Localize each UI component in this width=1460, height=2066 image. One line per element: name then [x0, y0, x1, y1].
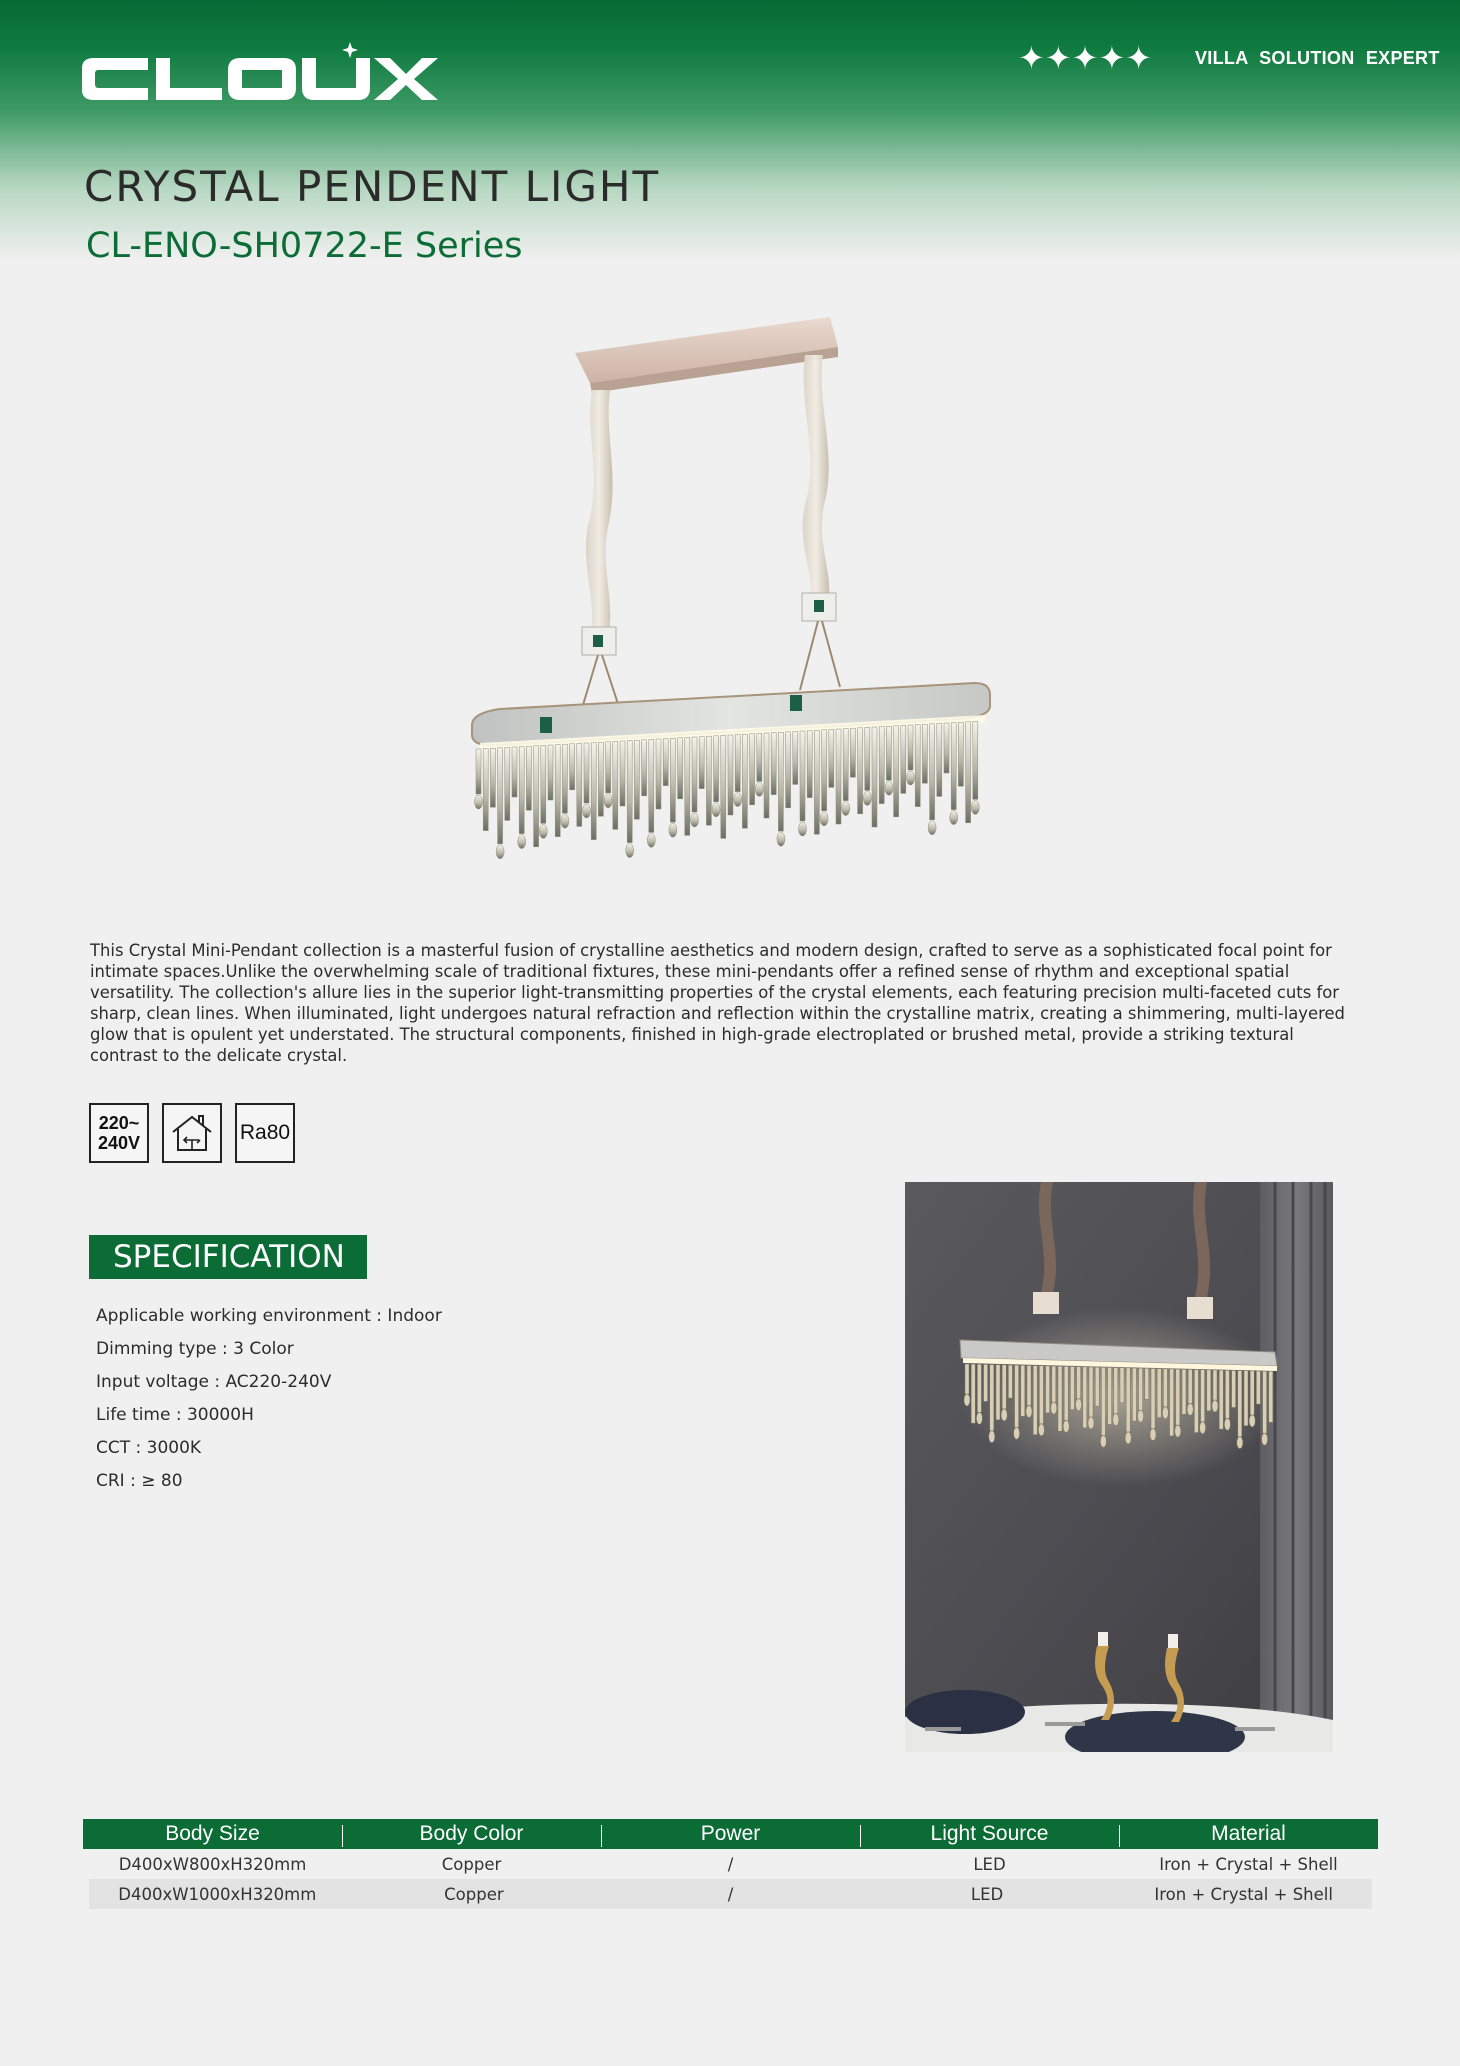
crystal-drop — [800, 731, 805, 821]
table-row — [89, 1879, 1372, 1909]
crystal-drop — [721, 735, 726, 838]
crystal-pendant — [561, 814, 569, 828]
spec-item: Input voltage : AC220-240V — [96, 1372, 332, 1392]
crystal-pendant — [1262, 1433, 1268, 1445]
brand-tagline: VILLA SOLUTION EXPERT — [1195, 48, 1440, 68]
crystal-drop — [1225, 1370, 1229, 1418]
spec-item: CCT : 3000K — [96, 1438, 202, 1458]
crystal-pendant — [1051, 1402, 1057, 1414]
crystal-pendant — [1249, 1415, 1255, 1427]
crystal-pendant — [647, 833, 655, 847]
crystal-drop — [1151, 1369, 1155, 1429]
crystal-pendant — [712, 803, 720, 817]
crystal-drop — [984, 1364, 988, 1401]
crystal-drop — [1083, 1367, 1087, 1428]
crystal-drop — [1244, 1371, 1248, 1426]
crystal-drop — [1027, 1366, 1031, 1406]
crystal-pendant — [976, 1412, 982, 1424]
crystal-drop — [966, 722, 971, 823]
crystal-drop — [990, 1365, 994, 1431]
crystal-pendant — [1014, 1427, 1020, 1439]
crystal-pendant — [1187, 1403, 1193, 1415]
crystal-pendant — [777, 832, 785, 846]
crystal-drop — [526, 746, 531, 810]
crystal-drop — [598, 742, 603, 816]
crystal-drop — [519, 747, 524, 834]
crystal-pendant — [518, 835, 526, 849]
crystal-pendant — [734, 793, 742, 807]
crystal-drop — [555, 745, 560, 837]
crystal-drop — [656, 739, 661, 809]
crystal-drop — [1126, 1368, 1130, 1432]
crystal-pendant — [971, 800, 979, 814]
crystal-pendant — [1175, 1425, 1181, 1437]
crystal-drop — [872, 727, 877, 827]
crystal-drop — [901, 725, 906, 793]
crystal-drop — [591, 743, 596, 840]
crystal-pendant — [842, 802, 850, 816]
voltage-line1: 220~ — [98, 1113, 140, 1133]
crystal-drop — [1207, 1370, 1211, 1411]
crystal-pendant — [1212, 1400, 1218, 1412]
crystal-drop — [1163, 1369, 1167, 1407]
crystal-drop — [714, 736, 719, 802]
product-hero-image — [460, 305, 1010, 885]
crystal-drop — [742, 734, 747, 828]
crystal-drop — [829, 729, 834, 787]
table-cell: Copper — [441, 1854, 502, 1874]
crystal-drop — [951, 723, 956, 810]
crystal-drop — [1250, 1371, 1254, 1415]
spec-item: CRI : ≥ 80 — [96, 1471, 183, 1491]
crystal-drop — [1058, 1366, 1062, 1431]
crystal-drop — [971, 1364, 975, 1423]
crystal-drop — [1232, 1370, 1236, 1407]
crystal-drop — [670, 738, 675, 822]
crystal-drop — [836, 729, 841, 824]
column-header: Body Color — [342, 1822, 601, 1846]
spec-table — [83, 1819, 1378, 1909]
spec-item: Applicable working environment : Indoor — [96, 1306, 442, 1326]
column-header: Light Source — [860, 1822, 1119, 1846]
crystal-drop — [505, 747, 510, 820]
crystal-drop — [1145, 1368, 1149, 1399]
crystal-drop — [915, 725, 920, 807]
crystal-drop — [930, 724, 935, 820]
crystal-pendant — [1150, 1429, 1156, 1441]
indoor-house-icon — [162, 1103, 222, 1163]
crystal-pendant — [1001, 1409, 1007, 1421]
crystal-drop — [1070, 1367, 1074, 1410]
spec-item: Life time : 30000H — [96, 1405, 254, 1425]
crystal-drop — [1114, 1368, 1118, 1414]
crystal-pendant — [928, 821, 936, 835]
crystal-pendant — [1038, 1424, 1044, 1436]
crystal-pendant — [604, 794, 612, 808]
crystal-drop — [977, 1364, 981, 1412]
crystal-drop — [1132, 1368, 1136, 1421]
crystal-pendant — [950, 811, 958, 825]
crystal-pendant — [863, 791, 871, 805]
room-scene-photo — [905, 1182, 1333, 1752]
crystal-drop — [498, 748, 503, 844]
crystal-drop — [1182, 1369, 1186, 1414]
product-series: CL-ENO-SH0722-E Series — [86, 226, 523, 266]
crystal-drop — [1120, 1368, 1124, 1403]
crystal-pendant — [755, 782, 763, 796]
specification-list — [96, 1300, 442, 1498]
crystal-pendant — [669, 823, 677, 837]
crystal-drop — [1188, 1369, 1192, 1403]
crystal-drop — [1064, 1366, 1068, 1420]
crystal-pendant — [1026, 1406, 1032, 1418]
column-header: Material — [1119, 1822, 1378, 1846]
crystal-pendant — [583, 804, 591, 818]
crystal-drop — [620, 741, 625, 806]
crystal-drop — [685, 737, 690, 835]
crystal-drop — [699, 737, 704, 789]
table-cell: / — [727, 1854, 734, 1874]
crystal-pendant — [539, 824, 547, 838]
crystal-drop — [858, 728, 863, 814]
table-cell: Iron + Crystal + Shell — [1154, 1884, 1333, 1904]
crystal-drop — [1256, 1371, 1260, 1404]
crystal-drop — [541, 745, 546, 823]
cri-badge: Ra80 — [235, 1103, 295, 1163]
column-header: Body Size — [165, 1822, 260, 1845]
crystal-drop — [706, 736, 711, 825]
crystal-pendant — [1125, 1432, 1131, 1444]
crystal-drop — [1039, 1366, 1043, 1424]
crystal-drop — [663, 739, 668, 786]
crystal-drop — [1021, 1365, 1025, 1416]
crystal-pendant — [1138, 1410, 1144, 1422]
spec-item: Dimming type : 3 Color — [96, 1339, 294, 1359]
crystal-drop — [908, 725, 913, 770]
crystal-drop — [1095, 1367, 1099, 1406]
crystal-pendant — [1224, 1418, 1230, 1430]
crystal-drop — [1139, 1368, 1143, 1410]
crystal-drop — [490, 748, 495, 807]
crystal-drop — [764, 733, 769, 818]
crystal-drop — [735, 735, 740, 792]
header-band — [0, 0, 1460, 260]
crystal-drop — [1046, 1366, 1050, 1413]
crystal-drop — [577, 743, 582, 826]
crystal-drop — [757, 733, 762, 781]
page-title: CRYSTAL PENDENT LIGHT — [84, 162, 661, 211]
table-header — [83, 1819, 1378, 1849]
crystal-drop — [1238, 1371, 1242, 1437]
crystal-drop — [807, 731, 812, 798]
crystal-pendant — [799, 822, 807, 836]
crystal-pendant — [1063, 1420, 1069, 1432]
crystal-pendant — [820, 812, 828, 826]
crystal-pendant — [885, 781, 893, 795]
crystal-drop — [1077, 1367, 1081, 1399]
crystal-drop — [634, 740, 639, 819]
crystal-drop — [1089, 1367, 1093, 1417]
crystal-drop — [771, 733, 776, 795]
crystal-drop — [1176, 1369, 1180, 1425]
crystal-drop — [886, 726, 891, 780]
crystal-drop — [1101, 1367, 1105, 1435]
crystal-drop — [778, 732, 783, 831]
crystal-drop — [613, 741, 618, 829]
crystal-drop — [1033, 1366, 1037, 1435]
crystal-drop — [483, 749, 488, 831]
crystal-drop — [692, 737, 697, 812]
crystal-pendant — [1100, 1435, 1106, 1447]
table-cell: / — [727, 1884, 734, 1904]
crystal-drop — [584, 743, 589, 803]
crystal-drop — [750, 734, 755, 805]
table-cell: D400xW800xH320mm — [118, 1854, 307, 1874]
crystal-drop — [678, 738, 683, 799]
crystal-drop — [879, 727, 884, 804]
crystal-drop — [1108, 1367, 1112, 1424]
crystal-pendant — [1076, 1399, 1082, 1411]
crystal-drop — [793, 731, 798, 784]
crystal-drop — [1015, 1365, 1019, 1427]
crystal-drop — [1219, 1370, 1223, 1429]
crystal-drop — [562, 744, 567, 813]
crystal-drop — [1052, 1366, 1056, 1402]
crystal-drop — [786, 732, 791, 808]
crystal-drop — [548, 745, 553, 800]
table-cell: D400xW1000xH320mm — [118, 1884, 317, 1904]
crystal-drop — [1157, 1369, 1161, 1418]
crystal-drop — [1263, 1371, 1267, 1433]
crystal-pendant — [475, 795, 483, 809]
feature-badges — [89, 1103, 295, 1163]
rating-stars: ✦✦✦✦✦ — [1018, 39, 1153, 77]
crystal-drop — [1269, 1371, 1273, 1422]
crystal-drop — [965, 1364, 969, 1394]
crystal-pendant — [496, 845, 504, 859]
crystal-drop — [649, 739, 654, 832]
product-description: This Crystal Mini-Pendant collection is a masterful fusion of crystalline aesthetics and modern design, crafted to serve as a sophisticated focal point for intimate spaces.Unlike the overwhelming scale of traditional fixtures, these mini-pendants offer a refined sense of rhythm and exceptional spatial versatility. The collection's allure lies in the superior light-transmitting properties of the crystal elements, each featuring precision multi-faceted cuts for sharp, clean lines. When illuminated, light undergoes natural refraction and reflection within the crystalline matrix, creating a shimmering, multi-layered glow that is opulent yet understated. The structural components, finished in high-grade electroplated or brushed metal, provide a striking textural contrast to the delicate crystal. — [90, 941, 1345, 1065]
crystal-drop — [850, 728, 855, 777]
table-cell: LED — [973, 1854, 1006, 1874]
crystal-drop — [476, 749, 481, 794]
crystal-drop — [512, 747, 517, 797]
crystal-pendant — [1113, 1414, 1119, 1426]
crystal-drop — [1194, 1370, 1198, 1433]
crystal-drop — [1002, 1365, 1006, 1409]
crystal-pendant — [626, 844, 634, 858]
table-cell: Iron + Crystal + Shell — [1159, 1854, 1338, 1874]
crystal-pendant — [1088, 1417, 1094, 1429]
brand-logo — [80, 40, 440, 110]
table-cell: LED — [970, 1884, 1004, 1904]
crystal-drop — [944, 723, 949, 773]
table-cell: Copper — [444, 1884, 504, 1904]
column-header: Power — [601, 1822, 860, 1846]
crystal-drop — [894, 726, 899, 817]
crystal-pendant — [691, 813, 699, 827]
crystal-drop — [814, 730, 819, 834]
crystal-drop — [728, 735, 733, 815]
crystal-pendant — [1200, 1422, 1206, 1434]
specification-heading: SPECIFICATION — [89, 1235, 367, 1279]
crystal-drop — [534, 746, 539, 847]
crystal-drop — [843, 729, 848, 801]
crystal-drop — [570, 744, 575, 790]
crystal-drop — [1201, 1370, 1205, 1422]
crystal-pendant — [989, 1431, 995, 1443]
voltage-line2: 240V — [97, 1133, 141, 1153]
crystal-pendant — [964, 1394, 970, 1406]
crystal-drop — [822, 730, 827, 811]
crystal-pendant — [907, 771, 915, 785]
table-row — [83, 1849, 1378, 1879]
crystal-drop — [642, 740, 647, 796]
crystal-drop — [973, 721, 978, 799]
crystal-pendant — [1237, 1437, 1243, 1449]
crystal-drop — [1213, 1370, 1217, 1400]
crystal-drop — [922, 724, 927, 783]
voltage-badge — [89, 1103, 149, 1163]
crystal-drop — [996, 1365, 1000, 1420]
crystal-drop — [958, 722, 963, 786]
crystal-drop — [1008, 1365, 1012, 1398]
crystal-drop — [937, 723, 942, 796]
crystal-drop — [1170, 1369, 1174, 1436]
crystal-drop — [865, 727, 870, 790]
crystal-drop — [606, 742, 611, 793]
crystal-drop — [627, 741, 632, 843]
crystal-pendant — [1162, 1407, 1168, 1419]
